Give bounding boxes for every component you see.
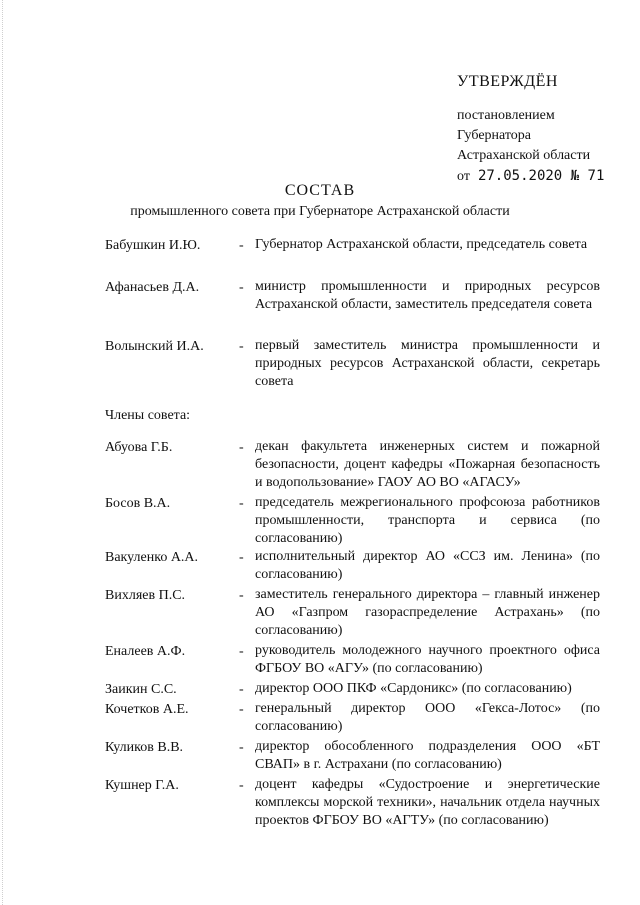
person-role: первый заместитель министра промышленности и природных ресурсов Астраханской области, секретарь совета [255, 338, 600, 389]
dash-separator: - [239, 682, 244, 697]
dash-separator: - [239, 778, 244, 793]
date-stamp: 27.05.2020 № 71 [477, 168, 605, 184]
page-edge-scan-artifact [2, 0, 4, 905]
dash-separator: - [239, 702, 244, 717]
dash-separator: - [239, 339, 244, 354]
person-role: доцент кафедры «Судостроение и энергетические комплексы морской техники», начальник отдела научных проектов ФГБОУ ВО «АГТУ» (по согласованию) [255, 777, 600, 828]
person-name: Волынский И.А. [105, 339, 204, 354]
dash-separator: - [239, 496, 244, 511]
dash-separator: - [239, 644, 244, 659]
person-name: Босов В.А. [105, 496, 171, 511]
person-name: Вакуленко А.А. [105, 550, 199, 565]
person-role: председатель межрегионального профсоюза работников промышленности, транспорта и сервиса (по согласованию) [255, 495, 600, 546]
date-prefix: от [457, 169, 470, 184]
person-name: Заикин С.С. [105, 682, 177, 697]
person-role: руководитель молодежного научного проектного офиса ФГБОУ ВО «АГУ» (по согласованию) [255, 643, 600, 676]
dash-separator: - [239, 280, 244, 295]
approval-line: постановлением [457, 108, 555, 123]
person-role: генеральный директор ООО «Гекса-Лотос» (по согласованию) [255, 701, 600, 734]
person-role: министр промышленности и природных ресурсов Астраханской области, заместитель председателя совета [255, 279, 600, 312]
person-name: Бабушкин И.Ю. [105, 238, 201, 253]
person-name: Еналеев А.Ф. [105, 644, 186, 659]
person-role: Губернатор Астраханской области, председатель совета [255, 237, 588, 252]
heading-subtitle: промышленного совета при Губернаторе Астраханской области [130, 204, 510, 219]
person-name: Кочетков А.Е. [105, 702, 189, 717]
approval-block [457, 72, 604, 187]
person-name: Вихляев П.С. [105, 588, 186, 603]
approval-line: Астраханской области [457, 148, 591, 163]
dash-separator: - [239, 440, 244, 455]
dash-separator: - [239, 238, 244, 253]
heading-title: СОСТАВ [284, 182, 356, 199]
dash-separator: - [239, 550, 244, 565]
person-role: заместитель генерального директора – главный инженер АО «Газпром газораспределение Астрахань» (по согласованию) [255, 587, 600, 638]
approval-line: Губернатора [457, 128, 532, 143]
members-label: Члены совета: [105, 408, 191, 423]
document-heading [0, 180, 640, 222]
person-role: директор ООО ПКФ «Сардоникс» (по согласованию) [255, 681, 572, 696]
dash-separator: - [239, 740, 244, 755]
person-name: Куликов В.В. [105, 740, 184, 755]
approval-title: УТВЕРЖДЁН [457, 73, 558, 90]
dash-separator: - [239, 588, 244, 603]
person-name: Афанасьев Д.А. [105, 280, 200, 295]
person-name: Кушнер Г.А. [105, 778, 179, 793]
person-role: исполнительный директор АО «ССЗ им. Ленина» (по согласованию) [255, 549, 600, 582]
person-role: декан факультета инженерных систем и пожарной безопасности, доцент кафедры «Пожарная безопасность и водопользование» ГАОУ АО ВО «АГАСУ» [255, 439, 600, 490]
person-name: Абуова Г.Б. [105, 440, 173, 455]
person-role: директор обособленного подразделения ООО «БТ СВАП» в г. Астрахани (по согласованию) [255, 739, 600, 772]
